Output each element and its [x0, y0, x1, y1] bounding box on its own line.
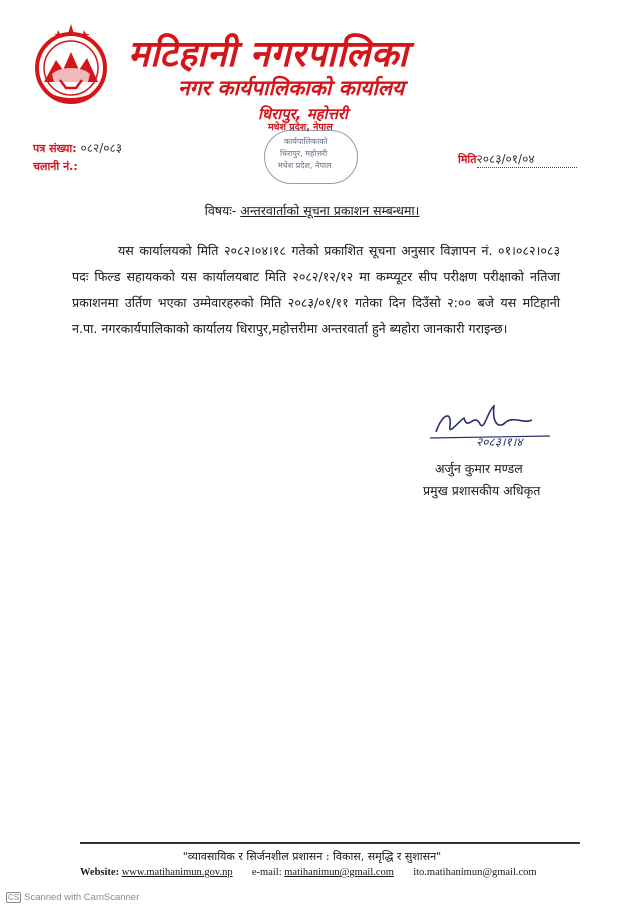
subject-label: विषयः-: [204, 203, 237, 218]
office-subtitle: नगर कार्यपालिकाको कार्यालय: [178, 76, 405, 100]
website-label: Website:: [80, 867, 120, 878]
office-stamp: [254, 118, 364, 180]
subject-text: अन्तरवार्ताको सूचना प्रकाशन सम्बन्धमा।: [240, 203, 420, 218]
letter-subject: [0, 202, 624, 219]
scanner-watermark: [6, 892, 139, 903]
date-label: मिति: [458, 153, 477, 166]
dispatch-label: चलानी नं.:: [33, 160, 78, 173]
stamp-province: मधेश प्रदेश, नेपाल: [268, 122, 333, 133]
letter-date: [458, 150, 577, 168]
stamp-line-2: धिरापुर, महोत्तरी: [280, 149, 328, 158]
camscanner-icon: CS: [8, 893, 20, 902]
date-value: २०८३/०१/०४: [476, 152, 535, 166]
municipality-title: मटिहानी नगरपालिका: [128, 34, 409, 75]
footer-contact: [80, 867, 537, 878]
signatory-name: अर्जुन कुमार मण्डल: [435, 461, 523, 476]
email-label: e-mail:: [251, 867, 282, 878]
handwritten-signature: [428, 402, 558, 454]
office-location: धिरापुर, महोत्तरी: [258, 105, 348, 123]
email-link[interactable]: matihanimun@gmail.com: [284, 867, 394, 878]
footer-divider: [80, 842, 580, 844]
body-paragraph: यस कार्यालयको मिति २०८२।०४।१८ गतेको प्रकाशित सूचना अनुसार विज्ञापन नं. ०१।०८२।०८३ पदः फिल्ड सहायकको यस कार्यालयबाट मिति २०८२/१२/१२ मा कम्प्यूटर सीप परीक्षण परीक्षाको नतिजा प्रकाशनमा उर्तिण भएका उम्मेवारहरुको मिति २०८३/०१/११ गतेका दिन दिउँसो २:०० बजे यस मटिहानी न.पा. नगरकार्यपालिकाको कार्यालय धिरापुर,महोत्तरीमा अन्तरवार्ता हुने ब्यहोरा जानकारी गराइन्छ।: [72, 243, 560, 336]
stamp-line-3: मधेश प्रदेश, नेपाल: [278, 161, 332, 170]
stamp-line-1: कार्यपालिकाको: [284, 137, 328, 146]
reference-label: पत्र संख्या:: [33, 142, 77, 155]
letter-body: [72, 238, 560, 342]
reference-value: ०८२/०८३: [80, 141, 122, 155]
footer-motto: "व्यावसायिक र सिर्जनशील प्रशासन : विकास, समृद्धि र सुशासन": [182, 850, 442, 863]
email-secondary[interactable]: ito.matihanimun@gmail.com: [413, 867, 537, 878]
nepal-emblem-logo: [32, 22, 110, 108]
website-link[interactable]: www.matihanimun.gov.np: [121, 867, 233, 878]
scanner-text: Scanned with CamScanner: [24, 892, 140, 903]
signatory-designation: प्रमुख प्रशासकीय अधिकृत: [423, 483, 541, 498]
signature-date: २०८३।१।४: [476, 435, 523, 449]
dispatch-number: [33, 159, 78, 174]
reference-number: [33, 139, 122, 156]
